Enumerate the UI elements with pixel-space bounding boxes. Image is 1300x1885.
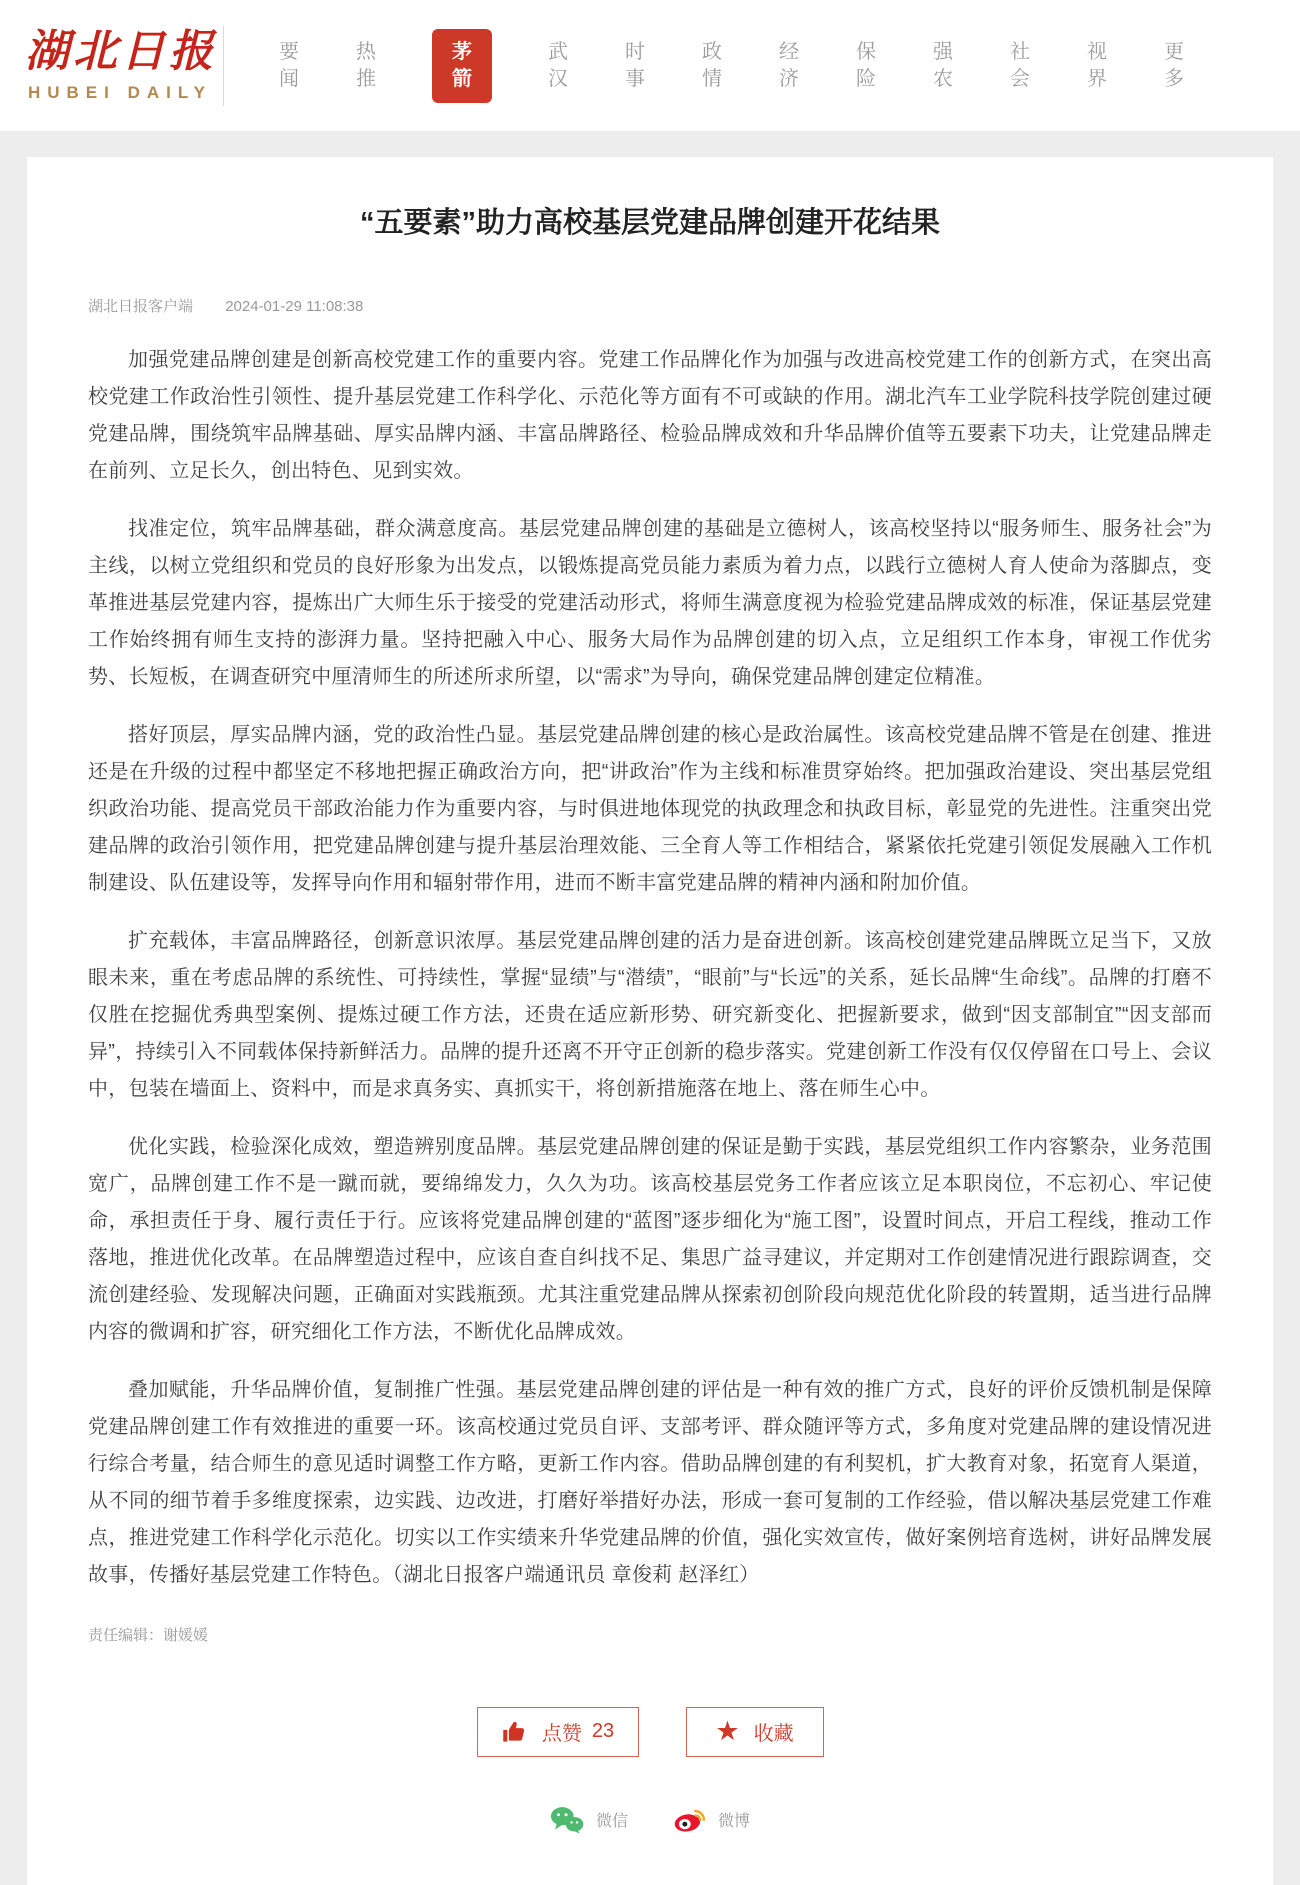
logo-english-title: HUBEI DAILY [27,82,213,102]
article-paragraph: 找准定位，筑牢品牌基础，群众满意度高。基层党建品牌创建的基础是立德树人，该高校坚持以“服务师生、服务社会”为主线，以树立党组织和党员的良好形象为出发点，以锻炼提高党员能力素质为着力点，以践行立德树人育人使命为落脚点，变革推进基层党建内容，提炼出广大师生乐于接受的党建活动形式，将师生满意度视为检验党建品牌成效的标准，保证基层党建工作始终拥有师生支持的澎湃力量。坚持把融入中心、服务大局作为品牌创建的切入点，立足组织工作本身，审视工作优劣势、长短板，在调查研究中厘清师生的所述所求所望，以“需求”为导向，确保党建品牌创建定位精准。 [88,517,1212,688]
nav-item-maojian-active[interactable] [432,29,492,103]
nav-item-baoxian[interactable] [855,39,877,93]
nav-item-yaowen[interactable] [278,39,300,93]
like-count: 23 [591,1720,615,1743]
article-body [88,342,1212,1594]
nav-item-label: 社会 [1010,40,1030,90]
site-logo[interactable] [0,28,215,102]
article-paragraph: 加强党建品牌创建是创新高校党建工作的重要内容。党建工作品牌化作为加强与改进高校党建工作的创新方式，在突出高校党建工作政治性引领性、提升基层党建工作科学化、示范化等方面有不可或缺的作用。湖北汽车工业学院科技学院创建过硬党建品牌，围绕筑牢品牌基础、厚实品牌内涵、丰富品牌路径、检验品牌成效和升华品牌价值等五要素下功夫，让党建品牌走在前列、立足长久，创出特色、见到实效。 [88,348,1212,482]
star-icon: ★ [715,1716,740,1747]
thumbs-up-icon [501,1718,528,1745]
nav-item-shehui[interactable] [1009,39,1031,93]
nav-item-label: 要闻 [279,40,299,90]
share-wechat-button[interactable] [550,1805,628,1835]
like-label: 点赞 [541,1723,582,1746]
editor-line: 责任编辑：谢媛媛 [88,1626,209,1644]
article-paragraph: 叠加赋能，升华品牌价值，复制推广性强。基层党建品牌创建的评估是一种有效的推广方式，良好的评价反馈机制是保障党建品牌创建工作有效推进的重要一环。该高校通过党员自评、支部考评、群众随评等方式，多角度对党建品牌的建设情况进行综合考量，结合师生的意见适时调整工作方略，更新工作内容。借助品牌创建的有利契机，扩大教育对象，拓宽育人渠道，从不同的细节着手多维度探索，边实践、边改进，打磨好举措好办法，形成一套可复制的工作经验，借以解决基层党建工作难点，推进党建工作科学化示范化。切实以工作实绩来升华党建品牌的价值，强化实效宣传，做好案例培育选树，讲好品牌发展故事，传播好基层党建工作特色。（湖北日报客户端通讯员 章俊莉 赵泽红） [88,1378,1212,1586]
nav-item-label: 视界 [1087,40,1107,90]
article-paragraph: 优化实践，检验深化成效，塑造辨别度品牌。基层党建品牌创建的保证是勤于实践，基层党组织工作内容繁杂，业务范围宽广，品牌创建工作不是一蹴而就，要绵绵发力，久久为功。该高校基层党务工作者应该立足本职岗位，不忘初心、牢记使命，承担责任于身、履行责任于行。应该将党建品牌创建的“蓝图”逐步细化为“施工图”，设置时间点，开启工程线，推动工作落地，推进优化改革。在品牌塑造过程中，应该自查自纠找不足、集思广益寻建议，并定期对工作创建情况进行跟踪调查，交流创建经验、发现解决问题，正确面对实践瓶颈。尤其注重党建品牌从探索初创阶段向规范优化阶段的转置期，适当进行品牌内容的微调和扩容，研究细化工作方法，不断优化品牌成效。 [88,1135,1212,1343]
share-row [88,1805,1212,1835]
weibo-label: 微博 [718,1813,751,1831]
nav-item-zhengqing[interactable] [701,39,723,93]
share-weibo-button[interactable] [672,1805,750,1835]
favorite-label: 收藏 [753,1723,794,1746]
article-paragraph: 搭好顶层，厚实品牌内涵，党的政治性凸显。基层党建品牌创建的核心是政治属性。该高校党建品牌不管是在创建、推进还是在升级的过程中都坚定不移地把握正确政治方向，把“讲政治”作为主线和标准贯穿始终。把加强政治建设、突出基层党组织政治功能、提高党员干部政治能力作为重要内容，与时俱进地体现党的执政理念和执政目标，彰显党的先进性。注重突出党建品牌的政治引领作用，把党建品牌创建与提升基层治理效能、三全育人等工作相结合，紧紧依托党建引领促发展融入工作机制建设、队伍建设等，发挥导向作用和辐射带作用，进而不断丰富党建品牌的精神内涵和附加价值。 [88,723,1212,894]
nav-item-label: 时事 [625,40,645,90]
nav-item-label: 热推 [356,40,376,90]
nav-item-label: 茅箭 [452,40,472,90]
logo-chinese-title: 湖北日报 [25,26,217,78]
nav-item-label: 武汉 [548,40,568,90]
article-meta [88,295,1212,316]
like-button[interactable] [477,1707,639,1757]
nav-item-shishi[interactable] [624,39,646,93]
main-nav [238,29,1240,103]
wechat-icon [550,1805,584,1835]
weibo-icon [672,1805,706,1835]
article-paragraph: 扩充载体，丰富品牌路径，创新意识浓厚。基层党建品牌创建的活力是奋进创新。该高校创建党建品牌既立足当下，又放眼未来，重在考虑品牌的系统性、可持续性，掌握“显绩”与“潜绩”，“眼前”与“长远”的关系，延长品牌“生命线”。品牌的打磨不仅胜在挖掘优秀典型案例、提炼过硬工作方法，还贵在适应新形势、研究新变化、把握新要求，做到“因支部制宜”“因支部而异”，持续引入不同载体保持新鲜活力。品牌的提升还离不开守正创新的稳步落实。党建创新工作没有仅仅停留在口号上、会议中，包装在墙面上、资料中，而是求真务实、真抓实干，将创新措施落在地上、落在师生心中。 [88,929,1212,1100]
nav-item-label: 强农 [933,40,953,90]
nav-item-jingji[interactable] [778,39,800,93]
actions-row [88,1707,1212,1757]
nav-item-label: 政情 [702,40,722,90]
article-source: 湖北日报客户端 [88,297,194,315]
nav-item-shijie[interactable] [1086,39,1108,93]
nav-item-label: 更多 [1164,40,1184,90]
article-card [27,157,1273,1885]
favorite-button[interactable] [686,1707,824,1757]
nav-item-retui[interactable] [355,39,377,93]
wechat-label: 微信 [595,1813,628,1831]
nav-item-label: 经济 [779,40,799,90]
article-timestamp: 2024-01-29 11:08:38 [225,297,364,315]
nav-item-qiangnong[interactable] [932,39,954,93]
site-header [0,0,1300,131]
nav-item-label: 保险 [856,40,876,90]
nav-item-wuhan[interactable] [547,39,569,93]
header-divider [223,26,224,106]
nav-item-gengduo[interactable] [1163,39,1185,93]
article-title: “五要素”助力高校基层党建品牌创建开花结果 [359,207,940,239]
